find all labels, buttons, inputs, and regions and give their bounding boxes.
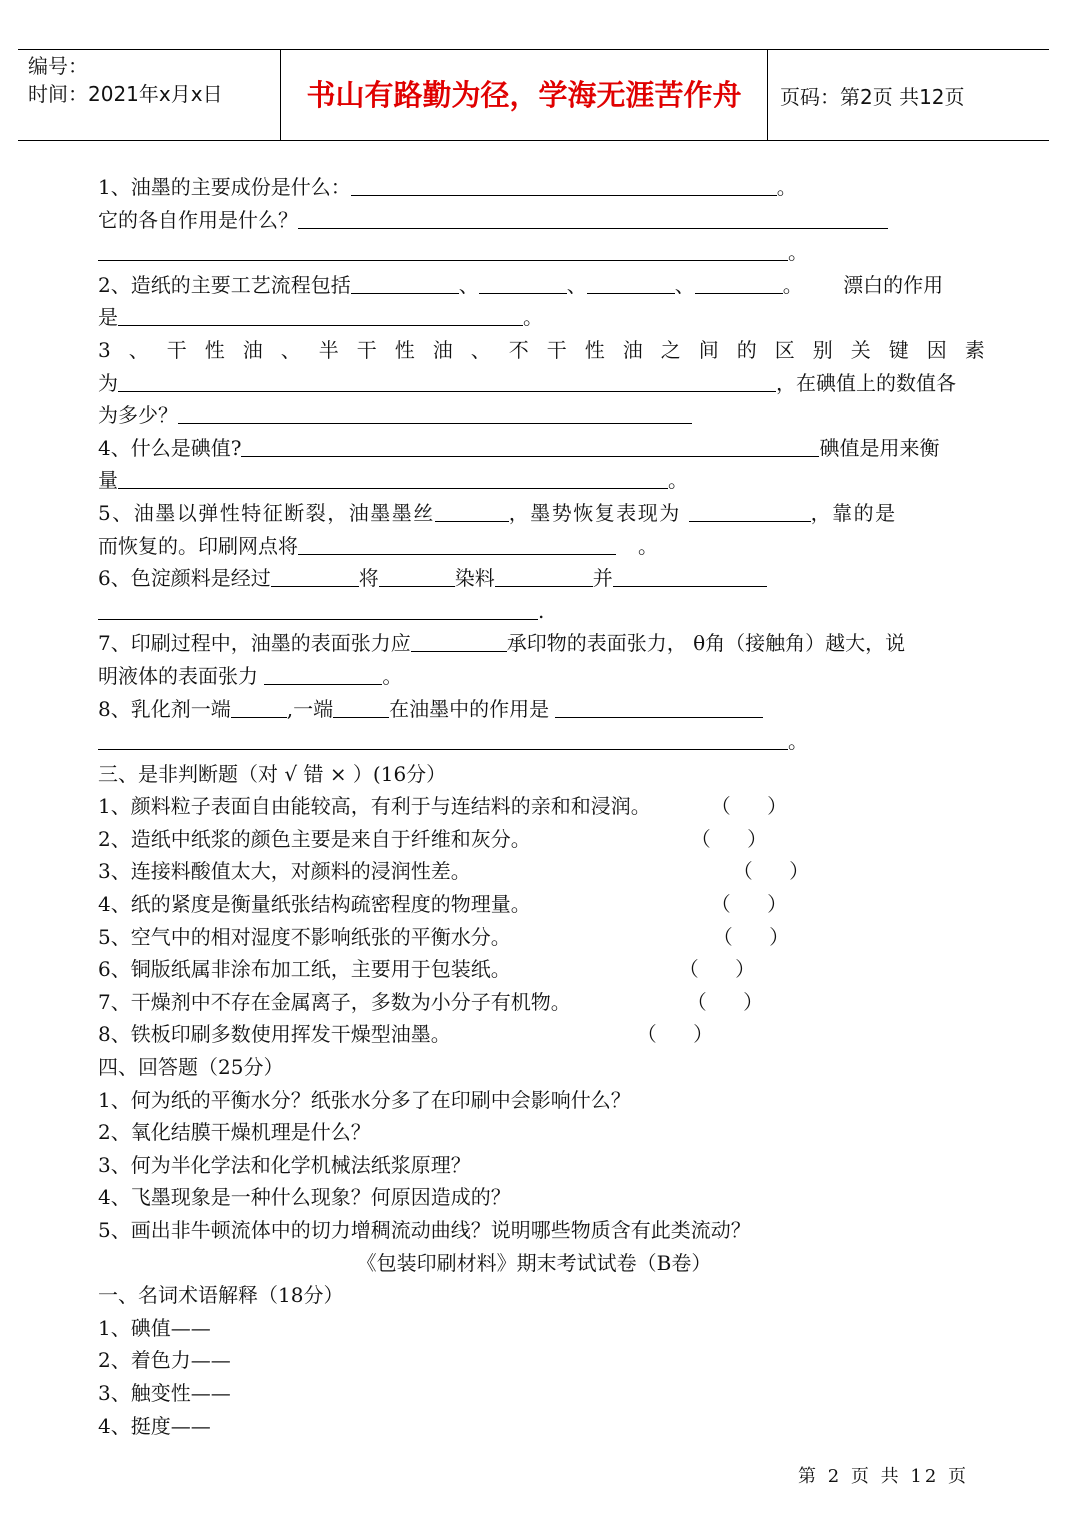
judge-item-5: 5、空气中的相对湿度不影响纸张的平衡水分。 （ ） xyxy=(98,924,790,949)
question-3a: 3、干性油、半干性油、不干性油之间的区别关键因素 xyxy=(98,337,1003,362)
question-4a: 4、什么是碘值? 碘值是用来衡 xyxy=(98,435,940,460)
answer-question-1: 1、何为纸的平衡水分？纸张水分多了在印刷中会影响什么？ xyxy=(98,1087,631,1112)
answer-blank[interactable] xyxy=(118,305,523,326)
judge-item-4: 4、纸的紧度是衡量纸张结构疏密程度的物理量。 （ ） xyxy=(98,892,788,917)
answer-blank[interactable] xyxy=(264,664,382,685)
number-label: 编号： xyxy=(28,54,88,78)
question-5a: 5、油墨以弹性特征断裂，油墨墨丝 ，墨势恢复表现为 ，靠的是 xyxy=(98,500,897,525)
question-4b: 量 。 xyxy=(98,468,688,493)
answer-blank[interactable] xyxy=(98,240,788,261)
judge-item-7: 7、干燥剂中不存在金属离子，多数为小分子有机物。 （ ） xyxy=(98,989,764,1014)
question-2b: 是 。 xyxy=(98,305,543,330)
judge-item-6: 6、铜版纸属非涂布加工纸，主要用于包装纸。 （ ） xyxy=(98,957,756,982)
answer-question-3: 3、何为半化学法和化学机械法纸浆原理？ xyxy=(98,1152,471,1177)
header-divider xyxy=(767,50,768,140)
answer-blank[interactable] xyxy=(178,403,692,424)
header-page-label: 页码：第2页 共12页 xyxy=(780,85,965,109)
question-1c: 。 xyxy=(98,236,970,269)
question-5b: 而恢复的。印刷网点将 。 xyxy=(98,533,658,558)
judge-item-2: 2、造纸中纸浆的颜色主要是来自于纤维和灰分。 （ ） xyxy=(98,826,768,851)
term-item-3: 3、触变性—— xyxy=(98,1380,231,1405)
answer-question-4: 4、飞墨现象是一种什么现象？何原因造成的？ xyxy=(98,1185,511,1210)
term-item-4: 4、挺度—— xyxy=(98,1413,211,1438)
answer-paren[interactable]: （ ） xyxy=(646,1022,714,1047)
answer-blank[interactable] xyxy=(351,273,459,294)
answer-paren[interactable]: （ ） xyxy=(742,859,810,884)
answer-blank[interactable] xyxy=(118,371,776,392)
judge-item-8: 8、铁板印刷多数使用挥发干燥型油墨。 （ ） xyxy=(98,1022,714,1047)
exam-b-title: 《包装印刷材料》期末考试试卷（B卷） xyxy=(356,1250,712,1275)
answer-blank[interactable] xyxy=(118,468,668,489)
page-header xyxy=(18,49,1049,141)
question-3c: 为多少？ xyxy=(98,399,970,432)
answer-blank[interactable] xyxy=(689,501,811,522)
answer-paren[interactable]: （ ） xyxy=(720,892,788,917)
answer-blank[interactable] xyxy=(231,697,287,718)
answer-paren[interactable]: （ ） xyxy=(688,957,756,982)
question-2a: 2、造纸的主要工艺流程包括 、 、 、 。 漂白的作用 xyxy=(98,272,944,297)
answer-blank[interactable] xyxy=(98,599,538,620)
answer-paren[interactable]: （ ） xyxy=(720,794,788,819)
answer-paren[interactable]: （ ） xyxy=(696,989,764,1014)
answer-blank[interactable] xyxy=(351,175,777,196)
answer-paren[interactable]: （ ） xyxy=(722,924,790,949)
answer-question-2: 2、氧化结膜干燥机理是什么？ xyxy=(98,1120,371,1145)
question-8a: 8、乳化剂一端 ,一端 在油墨中的作用是 xyxy=(98,693,970,726)
answer-blank[interactable] xyxy=(587,273,675,294)
answer-blank[interactable] xyxy=(495,566,593,587)
answer-blank[interactable] xyxy=(98,729,788,750)
answer-blank[interactable] xyxy=(271,566,359,587)
answer-blank[interactable] xyxy=(241,436,819,457)
answer-question-5: 5、画出非牛顿流体中的切力增稠流动曲线？说明哪些物质含有此类流动？ xyxy=(98,1218,751,1242)
judge-item-1: 1、颜料粒子表面自由能较高，有利于与连结料的亲和和浸润。 （ ） xyxy=(98,794,788,819)
term-item-2: 2、着色力—— xyxy=(98,1348,231,1373)
section-4-title: 四、回答题（25分） xyxy=(98,1055,284,1080)
question-3b: 为 ，在碘值上的数值各 xyxy=(98,370,956,395)
answer-blank[interactable] xyxy=(333,697,389,718)
answer-blank[interactable] xyxy=(411,631,507,652)
answer-blank[interactable] xyxy=(379,566,455,587)
question-1b: 它的各自作用是什么？ xyxy=(98,204,970,237)
answer-blank[interactable] xyxy=(695,273,783,294)
section-3-title: 三、是非判断题（对 √ 错 × ）(16分） xyxy=(98,761,447,786)
exam-b-section-1-title: 一、名词术语解释（18分） xyxy=(98,1283,344,1308)
answer-blank[interactable] xyxy=(298,208,888,229)
answer-blank[interactable] xyxy=(435,501,509,522)
question-8b: 。 xyxy=(98,725,970,758)
question-1a: 1、油墨的主要成份是什么： 。 xyxy=(98,175,797,199)
question-7a: 7、印刷过程中，油墨的表面张力应 承印物的表面张力， θ角（接触角）越大，说 xyxy=(98,631,906,656)
question-6b: . xyxy=(98,595,970,628)
judge-item-3: 3、连接料酸值太大，对颜料的浸润性差。 （ ） xyxy=(98,859,810,884)
answer-blank[interactable] xyxy=(298,534,616,555)
term-item-1: 1、碘值—— xyxy=(98,1315,211,1340)
answer-blank[interactable] xyxy=(613,566,767,587)
header-motto: 书山有路勤为径，学海无涯苦作舟 xyxy=(306,78,742,112)
time-label: 时间：2021年x月x日 xyxy=(28,82,223,106)
answer-blank[interactable] xyxy=(555,697,763,718)
exam-content xyxy=(98,171,1003,1442)
page-footer: 第 2 页 共 12 页 xyxy=(798,1466,969,1487)
question-7b: 明液体的表面张力 。 xyxy=(98,663,403,688)
answer-blank[interactable] xyxy=(479,273,567,294)
answer-paren[interactable]: （ ） xyxy=(700,826,768,851)
question-6a: 6、色淀颜料是经过 将 染料 并 xyxy=(98,562,970,595)
header-meta xyxy=(28,52,223,108)
